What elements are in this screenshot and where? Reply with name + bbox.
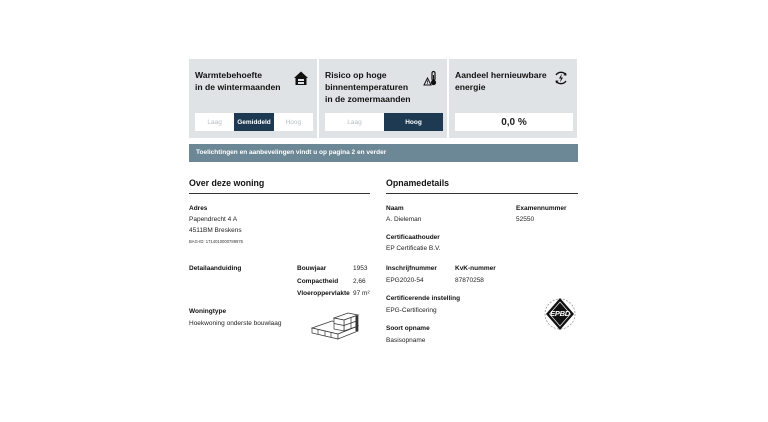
- scale-option-hoog: Hoog: [384, 113, 443, 131]
- scale-option-hoog: Hoog: [285, 118, 302, 126]
- bouwjaar-value: 1953: [353, 265, 368, 272]
- compactheid-value: 2,66: [353, 278, 366, 285]
- inschrijfnummer-value: EPG2020-54: [386, 277, 424, 284]
- vloeroppervlakte-value: 97 m²: [353, 290, 370, 297]
- thermometer-warning-icon: [423, 70, 439, 86]
- inschrijfnummer-label: Inschrijfnummer: [386, 265, 437, 272]
- opname-heading: Opnamedetails: [386, 178, 450, 188]
- house-icon: [293, 70, 309, 86]
- certificerende-instelling-label: Certificerende instelling: [386, 295, 461, 302]
- woning-divider: [189, 193, 370, 194]
- detail-label: Detailaanduiding: [189, 265, 242, 272]
- adres-line1: Papendrecht 4 A: [189, 216, 238, 223]
- opname-divider: [386, 193, 578, 194]
- certificaathouder-value: EP Certificatie B.V.: [386, 245, 441, 252]
- risico-scale: [325, 113, 443, 131]
- epbd-logo: [542, 294, 578, 334]
- certificerende-instelling-value: EPG-Certificering: [386, 307, 437, 314]
- panel-title: Risico op hoge binnentemperaturen in de zomermaanden: [325, 70, 411, 104]
- building-block-icon: [310, 308, 362, 340]
- kvk-label: KvK-nummer: [455, 265, 496, 272]
- naam-value: A. Dieleman: [386, 216, 422, 223]
- bag-id: BAG-ID: 1714010000789976: [189, 239, 244, 244]
- adres-line2: 4511BM Breskens: [189, 227, 242, 234]
- vloeroppervlakte-label: Vloeroppervlakte: [297, 290, 350, 297]
- kvk-value: 87870258: [455, 277, 484, 284]
- examennummer-value: 52550: [516, 216, 535, 223]
- soort-opname-label: Soort opname: [386, 325, 430, 332]
- panel-risico-hoge-temperaturen: [319, 59, 447, 138]
- adres-label: Adres: [189, 205, 208, 212]
- scale-option-laag: Laag: [207, 118, 222, 126]
- scale-option-gemiddeld: Gemiddeld: [234, 113, 273, 131]
- warmtebehoefte-scale: [195, 113, 313, 131]
- panel-hernieuwbare-energie: [449, 59, 577, 138]
- naam-label: Naam: [386, 205, 404, 212]
- certificaathouder-label: Certificaathouder: [386, 234, 440, 241]
- woningtype-value: Hoekwoning onderste bouwlaag: [189, 320, 282, 327]
- scale-option-laag: Laag: [347, 118, 362, 126]
- info-bar: Toelichtingen en aanbevelingen vindt u op pagina 2 en verder: [189, 144, 578, 162]
- woningtype-label: Woningtype: [189, 308, 227, 315]
- examennummer-label: Examennummer: [516, 205, 567, 212]
- epbd-logo-text: EPBD: [550, 309, 570, 318]
- compactheid-label: Compactheid: [297, 278, 339, 285]
- woning-heading: Over deze woning: [189, 178, 265, 188]
- panel-title: Aandeel hernieuwbare energie: [455, 70, 547, 92]
- panel-title: Warmtebehoefte in de wintermaanden: [195, 70, 281, 92]
- soort-opname-value: Basisopname: [386, 337, 426, 344]
- bouwjaar-label: Bouwjaar: [297, 265, 327, 272]
- renewable-energy-icon: [553, 70, 569, 86]
- panel-warmtebehoefte: [189, 59, 317, 138]
- renewable-percentage: 0,0 %: [455, 113, 573, 131]
